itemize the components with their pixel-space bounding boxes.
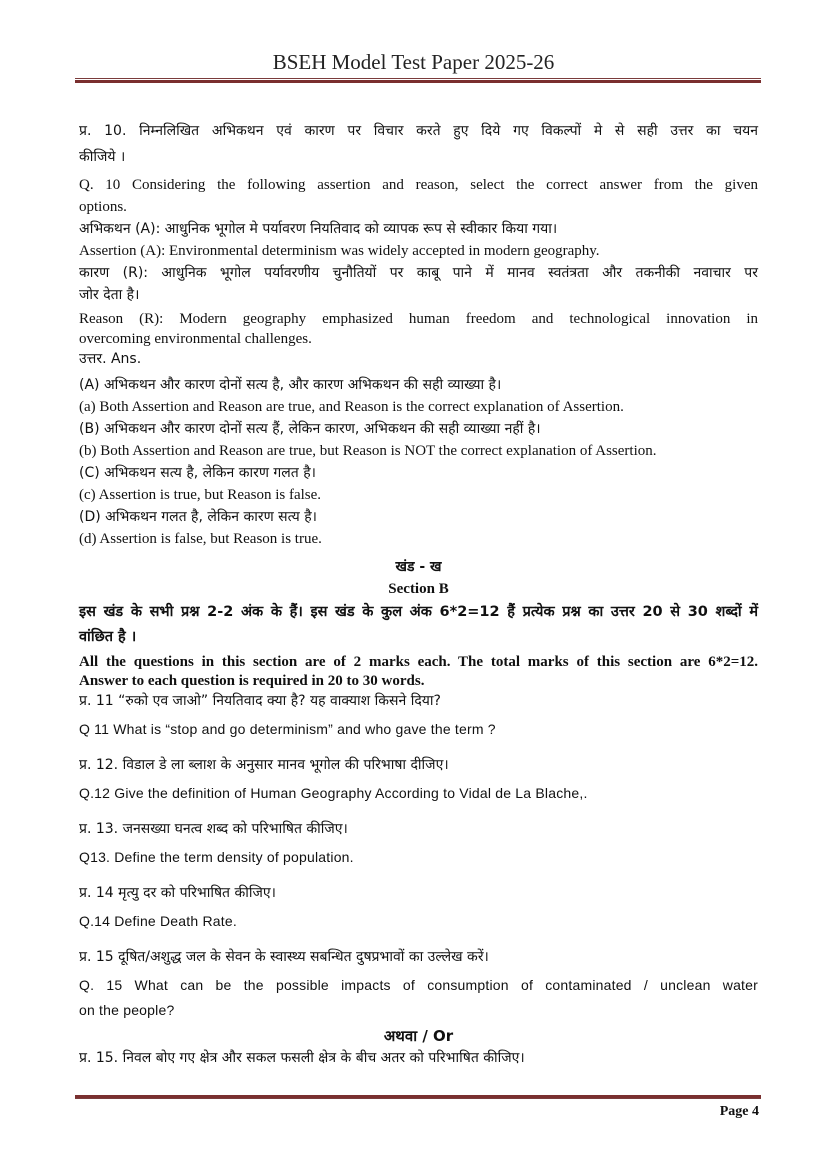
q10-answer-label: उत्तर. Ans. [79, 351, 142, 367]
q10-option-d-english: (d) Assertion is false, but Reason is true. [79, 531, 322, 547]
or-separator: अथवा / Or [383, 1027, 454, 1045]
q12-hindi: प्र. 12. विडाल डे ला ब्लाश के अनुसार मानव भूगोल की परिभाषा दीजिए। [79, 757, 449, 773]
q10-english-reason-line2: overcoming environmental challenges. [79, 331, 312, 347]
q10-option-A-hindi: (A) अभिकथन और कारण दोनों सत्य है, और कारण अभिकथन की सही व्याख्या है। [79, 377, 502, 393]
q15-hindi: प्र. 15 दूषित/अशुद्ध जल के सेवन के स्वास्थ्य सबन्धित दुषप्रभावों का उल्लेख करें। [79, 949, 489, 965]
page-content [79, 120, 758, 1069]
q13-hindi: प्र. 13. जनसख्या घनत्व शब्द को परिभाषित कीजिए। [79, 821, 348, 837]
q14-english: Q.14 Define Death Rate. [79, 913, 237, 929]
q10-option-D-hindi: (D) अभिकथन गलत है, लेकिन कारण सत्य है। [79, 509, 317, 525]
section-b-hindi-instructions-line1: इस खंड के सभी प्रश्न 2-2 अंक के हैं। इस खंड के कुल अंक 6*2=12 हैं प्रत्येक प्रश्न का उत्तर 20 से 30 शब्दों में [79, 604, 758, 620]
q15-alternative-hindi: प्र. 15. निवल बोए गए क्षेत्र और सकल फसली क्षेत्र के बीच अतर को परिभाषित कीजिए। [79, 1050, 525, 1066]
q13-english: Q13. Define the term density of population. [79, 849, 354, 865]
q10-option-c-english: (c) Assertion is true, but Reason is false. [79, 487, 322, 503]
q10-option-a-english: (a) Both Assertion and Reason are true, and Reason is the correct explanation of Assertion. [79, 399, 624, 415]
q10-hindi-reason-line1: कारण (R): आधुनिक भूगोल पर्यावरणीय चुनौतियों पर काबू पाने में मानव स्वतंत्रता और तकनीकी नवाचार पर [79, 265, 758, 281]
q10-hindi-reason-line2: जोर देता है। [79, 287, 140, 303]
q15-english-line2: on the people? [79, 1002, 175, 1018]
header-rule [75, 78, 761, 83]
section-b-english-heading: Section B [388, 581, 449, 597]
page-number: Page 4 [719, 1104, 759, 1119]
q10-option-b-english: (b) Both Assertion and Reason are true, but Reason is NOT the correct explanation of Assertion. [79, 443, 657, 459]
q10-hindi-prompt-line2: कीजिये । [79, 149, 126, 165]
page-header-title: BSEH Model Test Paper 2025-26 [272, 50, 555, 74]
q10-option-B-hindi: (B) अभिकथन और कारण दोनों सत्य हैं, लेकिन कारण, अभिकथन की सही व्याख्या नहीं है। [79, 421, 541, 437]
section-b-english-instructions-line1: All the questions in this section are of 2 marks each. The total marks of this section are 6*2=12. [79, 654, 758, 670]
q10-english-assertion: Assertion (A): Environmental determinism was widely accepted in modern geography. [79, 243, 600, 259]
q10-english-prompt-line2: options. [79, 199, 127, 215]
q11-hindi: प्र. 11 “रुको एव जाओ” नियतिवाद क्या है? यह वाक्याश किसने दिया? [79, 693, 441, 709]
q10-hindi-prompt-line1: प्र. 10. निम्नलिखित अभिकथन एवं कारण पर विचार करते हुए दिये गए विकल्पों मे से सही उत्तर का चयन [79, 123, 758, 139]
q11-english: Q 11 What is “stop and go determinism” and who gave the term ? [79, 721, 496, 737]
q15-english-line1: Q. 15 What can be the possible impacts of consumption of contaminated / unclean water [79, 977, 758, 993]
q10-english-reason-line1: Reason (R): Modern geography emphasized human freedom and technological innovation in [79, 311, 758, 327]
q12-english: Q.12 Give the definition of Human Geography According to Vidal de La Blache,. [79, 785, 588, 801]
section-b-hindi-instructions-line2: वांछित है । [79, 629, 137, 645]
section-b-hindi-heading: खंड - ख [395, 559, 442, 575]
q14-hindi: प्र. 14 मृत्यु दर को परिभाषित कीजिए। [79, 885, 276, 901]
q10-option-C-hindi: (C) अभिकथन सत्य है, लेकिन कारण गलत है। [79, 465, 316, 481]
q10-english-prompt-line1: Q. 10 Considering the following assertion and reason, select the correct answer from the given [79, 177, 758, 193]
footer-rule [75, 1094, 761, 1099]
section-b-english-instructions-line2: Answer to each question is required in 20 to 30 words. [79, 673, 425, 689]
q10-hindi-assertion: अभिकथन (A): आधुनिक भूगोल मे पर्यावरण नियतिवाद को व्यापक रूप से स्वीकार किया गया। [79, 221, 558, 237]
